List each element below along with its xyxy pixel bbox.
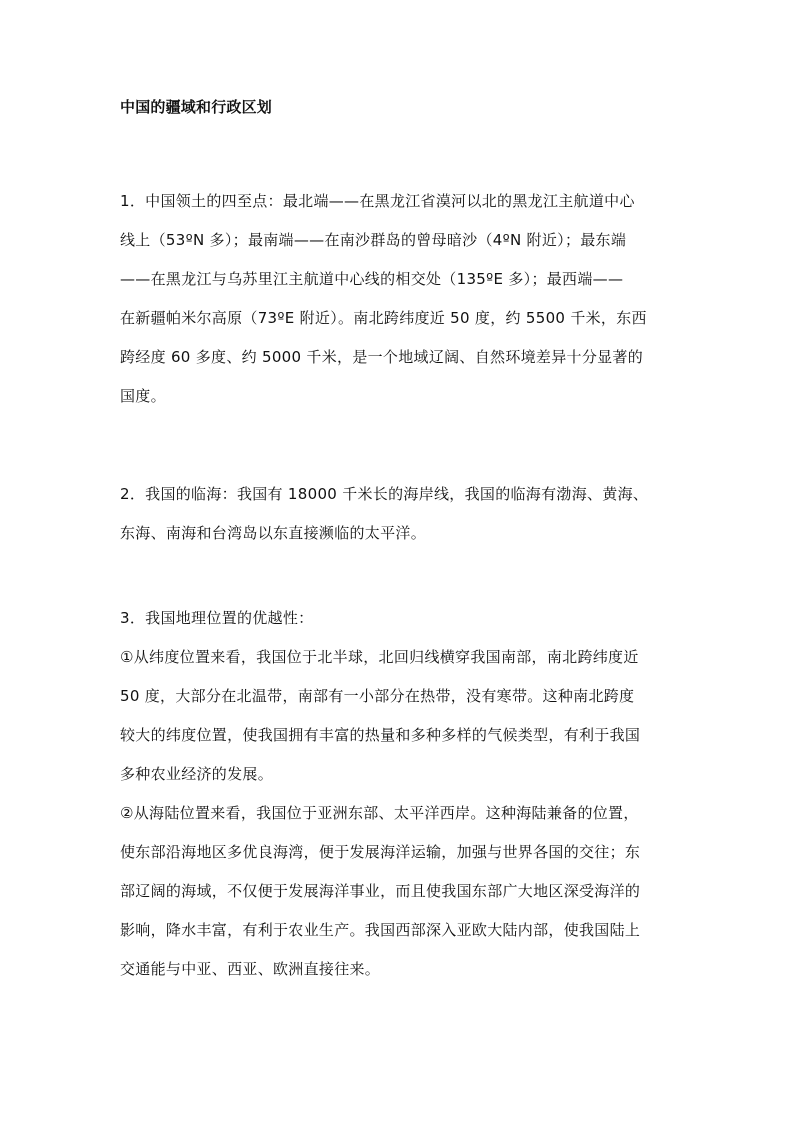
paragraph-line: 交通能与中亚、西亚、欧洲直接往来。 <box>120 960 381 978</box>
paragraph-line: 线上（53ºN 多）；最南端——在南沙群岛的曾母暗沙（4ºN 附近）；最东端 <box>120 231 627 249</box>
paragraph-line: 较大的纬度位置，使我国拥有丰富的热量和多种多样的气候类型，有利于我国 <box>120 726 641 744</box>
paragraph-line: 在新疆帕米尔高原（73ºE 附近）。南北跨纬度近 50 度，约 5500 千米，东西 <box>120 309 647 327</box>
paragraph-line: ①从纬度位置来看，我国位于北半球，北回归线横穿我国南部，南北跨纬度近 <box>120 648 639 666</box>
paragraph-line: 1．中国领土的四至点：最北端——在黑龙江省漠河以北的黑龙江主航道中心 <box>120 192 635 210</box>
paragraph-line: 多种农业经济的发展。 <box>120 765 274 783</box>
section-territory-extremes <box>120 182 685 416</box>
paragraph-line: 国度。 <box>120 387 166 405</box>
paragraph-line: ——在黑龙江与乌苏里江主航道中心线的相交处（135ºE 多）；最西端—— <box>120 270 624 288</box>
paragraph-line: 跨经度 60 多度、约 5000 千米，是一个地域辽阔、自然环境差异十分显著的 <box>120 348 644 366</box>
paragraph-line: ②从海陆位置来看，我国位于亚洲东部、太平洋西岸。这种海陆兼备的位置， <box>120 804 639 822</box>
paragraph-line: 影响，降水丰富，有利于农业生产。我国西部深入亚欧大陆内部，使我国陆上 <box>120 921 641 939</box>
paragraph-line: 东海、南海和台湾岛以东直接濒临的太平洋。 <box>120 524 427 542</box>
paragraph-line: 部辽阔的海域，不仅便于发展海洋事业，而且使我国东部广大地区深受海洋的 <box>120 882 641 900</box>
section-adjacent-seas <box>120 475 685 553</box>
paragraph-line: 3．我国地理位置的优越性： <box>120 609 314 627</box>
paragraph-line: 使东部沿海地区多优良海湾，便于发展海洋运输，加强与世界各国的交往；东 <box>120 843 641 861</box>
paragraph-line: 50 度，大部分在北温带，南部有一小部分在热带，没有寒带。这种南北跨度 <box>120 687 635 705</box>
section-location-advantages <box>120 599 685 989</box>
document-title: 中国的疆域和行政区划 <box>120 98 273 116</box>
paragraph-line: 2．我国的临海：我国有 18000 千米长的海岸线，我国的临海有渤海、黄海、 <box>120 485 649 503</box>
